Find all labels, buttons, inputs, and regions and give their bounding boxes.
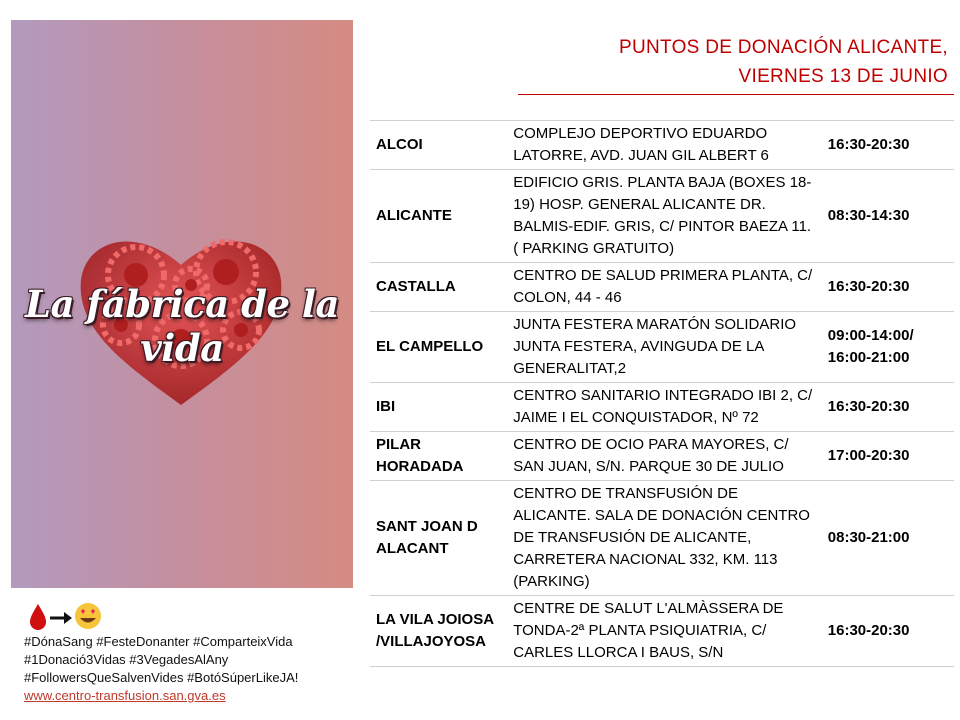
hours-cell: 17:00-20:30 [822,432,954,481]
table-row [370,383,954,432]
hours-cell: 09:00-14:00/ 16:00-21:00 [822,312,954,383]
town-cell: IBI [370,383,507,432]
address-cell: EDIFICIO GRIS. PLANTA BAJA (BOXES 18-19) HOSP. GENERAL ALICANTE DR. BALMIS-EDIF. GRIS, C/ PINTOR BAEZA 11.( PARKING GRATUITO) [507,170,822,263]
table-row [370,596,954,667]
table-row [370,432,954,481]
hours-cell: 08:30-14:30 [822,170,954,263]
donation-points-table [370,120,954,667]
title-divider [518,94,954,95]
address-cell: CENTRO DE TRANSFUSIÓN DE ALICANTE. SALA DE DONACIÓN CENTRO DE TRANSFUSIÓN DE ALICANTE, CARRETERA NACIONAL 332, KM. 113 (PARKING) [507,481,822,596]
address-cell: CENTRO DE OCIO PARA MAYORES, C/ SAN JUAN, S/N. PARQUE 30 DE JULIO [507,432,822,481]
hashtag-line: #DónaSang #FesteDonanter #ComparteixVida [24,634,293,649]
poster-title: La fábrica de la vida [25,282,339,370]
campaign-poster [11,20,353,588]
website-link[interactable]: www.centro-transfusion.san.gva.es [24,688,226,703]
title-line-1: PUNTOS DE DONACIÓN ALICANTE, [619,37,948,58]
donation-emoji-row [28,600,108,632]
table-row [370,263,954,312]
arrow-right-icon [50,612,72,624]
address-cell: COMPLEJO DEPORTIVO EDUARDO LATORRE, AVD. JUAN GIL ALBERT 6 [507,121,822,170]
hours-cell: 16:30-20:30 [822,121,954,170]
town-cell: LA VILA JOIOSA /VILLAJOYOSA [370,596,507,667]
town-cell: ALICANTE [370,170,507,263]
table-row [370,481,954,596]
address-cell: CENTRO SANITARIO INTEGRADO IBI 2, C/ JAIME I EL CONQUISTADOR, Nº 72 [507,383,822,432]
page-title [619,33,948,91]
heart-eyes-emoji-icon [75,603,101,629]
hours-cell: 08:30-21:00 [822,481,954,596]
hashtag-block [24,633,364,705]
table-row [370,170,954,263]
town-cell: PILAR HORADADA [370,432,507,481]
table-row [370,121,954,170]
title-line-2: VIERNES 13 DE JUNIO [738,66,948,87]
town-cell: SANT JOAN D ALACANT [370,481,507,596]
town-cell: CASTALLA [370,263,507,312]
town-cell: EL CAMPELLO [370,312,507,383]
hashtag-line: #FollowersQueSalvenVides #BotóSúperLikeJA! [24,670,299,685]
hours-cell: 16:30-20:30 [822,263,954,312]
address-cell: CENTRO DE SALUD PRIMERA PLANTA, C/ COLON, 44 - 46 [507,263,822,312]
hours-cell: 16:30-20:30 [822,383,954,432]
address-cell: CENTRE DE SALUT L'ALMÀSSERA DE TONDA-2ª PLANTA PSIQUIATRIA, C/ CARLES LLORCA I BAUS, S/N [507,596,822,667]
hashtag-line: #1Donació3Vidas #3VegadesAlAny [24,652,229,667]
hours-cell: 16:30-20:30 [822,596,954,667]
blood-drop-icon [30,604,46,630]
address-cell: JUNTA FESTERA MARATÓN SOLIDARIO JUNTA FESTERA, AVINGUDA DE LA GENERALITAT,2 [507,312,822,383]
table-row [370,312,954,383]
town-cell: ALCOI [370,121,507,170]
